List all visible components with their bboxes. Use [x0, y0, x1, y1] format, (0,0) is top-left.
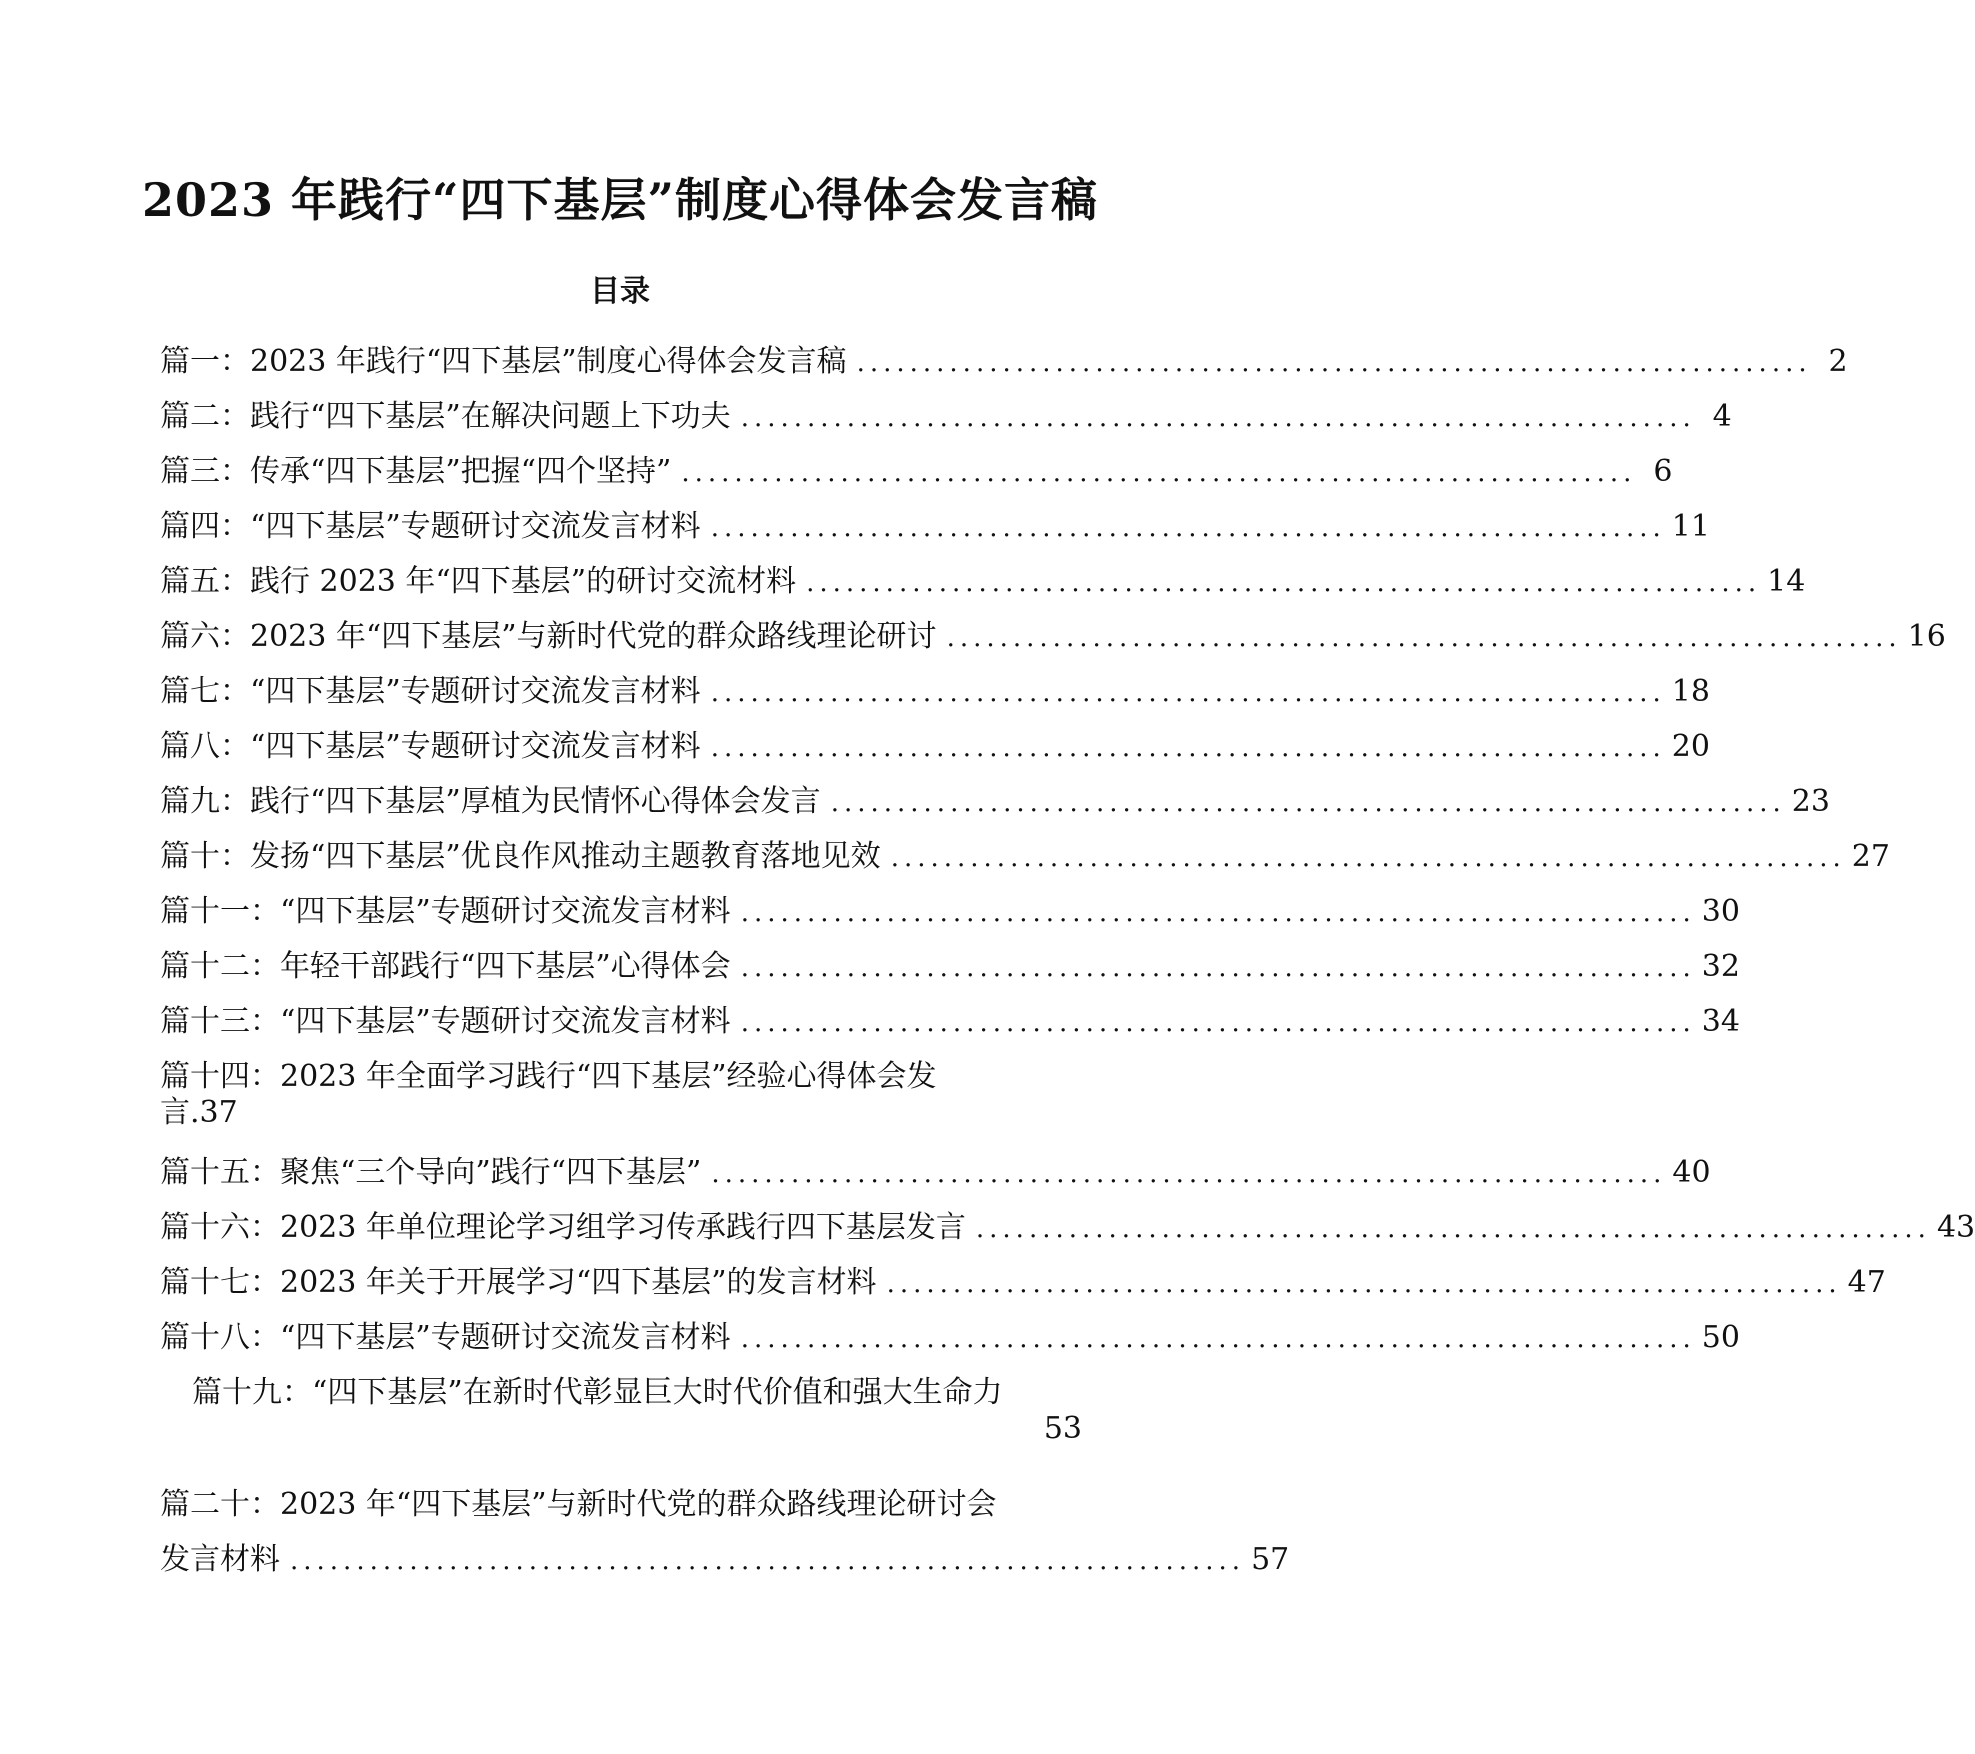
toc-entry-label: 篇十四：2023 年全面学习践行“四下基层”经验心得体会发: [160, 1059, 937, 1094]
toc-page-number: 47: [1847, 1265, 1886, 1300]
toc-entry-label: 篇十：发扬“四下基层”优良作风推动主题教育落地见效: [160, 839, 881, 874]
toc-leader-dots: ........................................................................: [830, 788, 1786, 818]
toc-entry-label: 篇十三：“四下基层”专题研讨交流发言材料: [160, 1004, 731, 1039]
toc-heading: 目录: [590, 274, 650, 309]
toc-entry-label: 篇五：践行 2023 年“四下基层”的研讨交流材料: [160, 564, 797, 599]
toc-leader-dots: ........................................................................: [681, 458, 1637, 488]
toc-entry-label: 篇十五：聚焦“三个导向”践行“四下基层”: [160, 1155, 702, 1190]
toc-entry[interactable]: [160, 774, 1830, 829]
toc-entry[interactable]: [160, 1145, 1711, 1200]
toc-entry[interactable]: [160, 884, 1740, 939]
toc-page-number: 14: [1767, 564, 1806, 599]
toc-page-number: 18: [1671, 674, 1710, 709]
toc-leader-dots: ........................................................................: [740, 1008, 1696, 1038]
toc-entry[interactable]: [160, 444, 1673, 499]
toc-entry-label: 篇九：践行“四下基层”厚植为民情怀心得体会发言: [160, 784, 821, 819]
toc-entry-label: 篇十七：2023 年关于开展学习“四下基层”的发言材料: [160, 1265, 877, 1300]
toc-entry[interactable]: [160, 1310, 1740, 1365]
toc-leader-dots: ........................................................................: [740, 1324, 1696, 1354]
toc-leader-dots: ........................................................................: [975, 1214, 1931, 1244]
toc-entry-label: 篇三：传承“四下基层”把握“四个坚持”: [160, 454, 672, 489]
toc-entry[interactable]: [160, 664, 1710, 719]
toc-leader-dots: ........................................................................: [740, 898, 1696, 928]
toc-page-number: 50: [1701, 1320, 1740, 1355]
toc-leader-dots: ........................................................................: [740, 953, 1696, 983]
toc-entry-label-continuation: 言.37: [160, 1095, 238, 1130]
toc-page-number: 43: [1936, 1210, 1975, 1245]
toc-entry-label: 篇八：“四下基层”专题研讨交流发言材料: [160, 729, 701, 764]
toc-entry[interactable]: [160, 1200, 1975, 1255]
toc-entry-label: 篇十六：2023 年单位理论学习组学习传承践行四下基层发言: [160, 1210, 966, 1245]
toc-leader-dots: ........................................................................: [946, 623, 1902, 653]
toc-leader-dots: ........................................................................: [806, 568, 1762, 598]
toc-entry[interactable]: [160, 939, 1740, 994]
toc-page-number: 32: [1701, 949, 1740, 984]
toc-page-number: 34: [1701, 1004, 1740, 1039]
toc-leader-dots: ........................................................................: [890, 843, 1846, 873]
toc-page-number: 20: [1671, 729, 1710, 764]
toc-leader-dots: ........................................................................: [710, 513, 1666, 543]
toc-page-number: 27: [1851, 839, 1890, 874]
toc-page-number: 57: [1251, 1542, 1290, 1577]
toc-entry-label: 篇十九：“四下基层”在新时代彰显巨大时代价值和强大生命力: [192, 1375, 1003, 1410]
toc-entry-label: 篇六：2023 年“四下基层”与新时代党的群众路线理论研讨: [160, 619, 937, 654]
toc-page-number: 23: [1791, 784, 1830, 819]
toc-leader-dots: ........................................................................: [711, 1159, 1667, 1189]
toc-leader-dots: ........................................................................: [886, 1269, 1842, 1299]
toc-entry[interactable]: [160, 719, 1710, 774]
toc-entry-label: 篇十八：“四下基层”专题研讨交流发言材料: [160, 1320, 731, 1355]
toc-page-number: 4: [1712, 399, 1732, 434]
toc-entry-label: 篇七：“四下基层”专题研讨交流发言材料: [160, 674, 701, 709]
toc-entry[interactable]: [160, 554, 1806, 609]
toc-page-number: 11: [1671, 509, 1710, 544]
toc-entry[interactable]: [160, 1365, 1086, 1477]
toc-entry[interactable]: [160, 994, 1740, 1049]
toc-entry[interactable]: [160, 829, 1890, 884]
toc-entry[interactable]: [160, 389, 1732, 444]
toc-leader-dots: ........................................................................: [290, 1546, 1246, 1576]
table-of-contents: [160, 334, 1975, 1587]
toc-page-number: 16: [1907, 619, 1946, 654]
toc-entry-label-continuation: 发言材料: [160, 1542, 280, 1577]
toc-entry[interactable]: [160, 499, 1710, 554]
toc-page-number: 53: [1043, 1411, 1082, 1446]
toc-page-number: 30: [1701, 894, 1740, 929]
toc-entry[interactable]: [160, 1255, 1886, 1310]
toc-page-number: 40: [1672, 1155, 1711, 1190]
toc-entry-label: 篇十二：年轻干部践行“四下基层”心得体会: [160, 949, 731, 984]
toc-leader-dots: ........................................................................: [740, 403, 1696, 433]
toc-entry-label: 篇十一：“四下基层”专题研讨交流发言材料: [160, 894, 731, 929]
toc-entry[interactable]: [160, 609, 1946, 664]
toc-entry[interactable]: [160, 1477, 1290, 1587]
toc-entry[interactable]: [160, 1049, 1086, 1145]
document-title: 2023 年践行“四下基层”制度心得体会发言稿: [142, 173, 1098, 227]
toc-leader-dots: ........................................................................: [710, 733, 1666, 763]
toc-entry[interactable]: [160, 334, 1848, 389]
toc-page-number: 6: [1653, 454, 1673, 489]
toc-leader-dots: ........................................................................: [710, 678, 1666, 708]
toc-entry-label: 篇四：“四下基层”专题研讨交流发言材料: [160, 509, 701, 544]
toc-entry-label: 篇一：2023 年践行“四下基层”制度心得体会发言稿: [160, 344, 847, 379]
toc-entry-label: 篇二：践行“四下基层”在解决问题上下功夫: [160, 399, 731, 434]
toc-leader-dots: ........................................................................: [856, 348, 1812, 378]
toc-entry-label: 篇二十：2023 年“四下基层”与新时代党的群众路线理论研讨会: [160, 1487, 997, 1522]
toc-page-number: 2: [1828, 344, 1848, 379]
